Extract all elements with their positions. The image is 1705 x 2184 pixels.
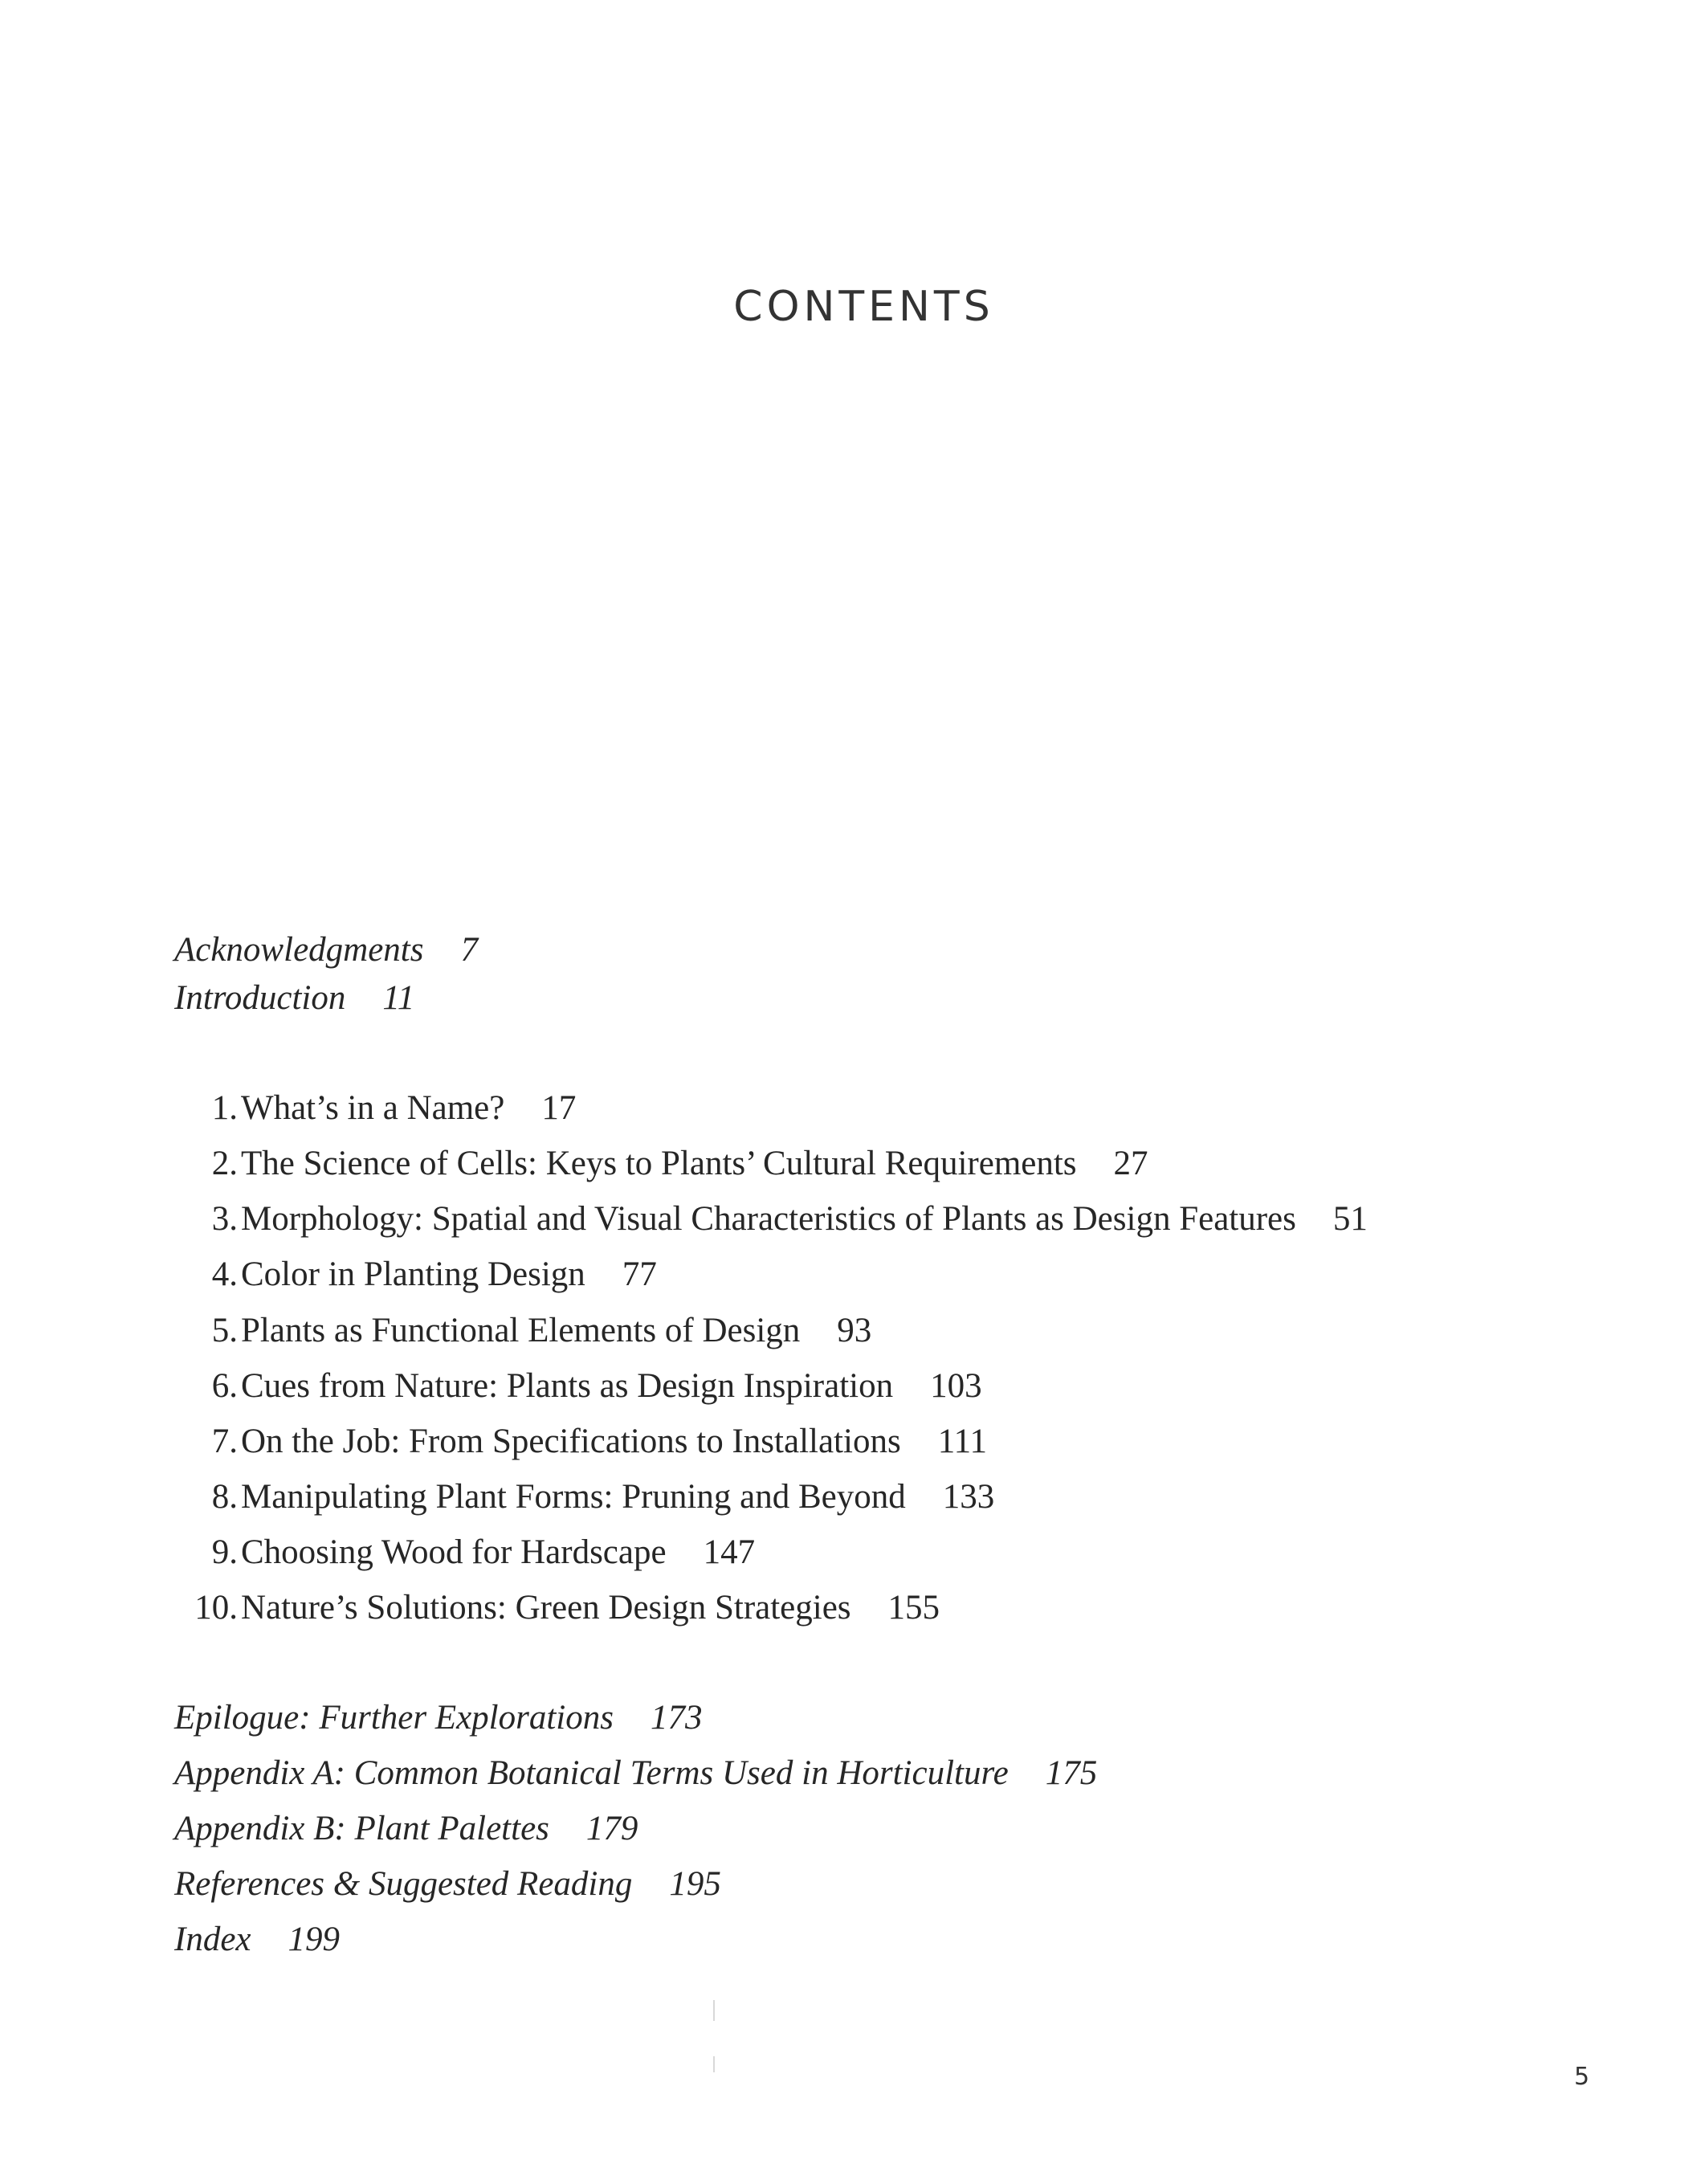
entry-title: Index: [174, 1921, 251, 1958]
entry-page: 11: [382, 979, 415, 1017]
chapter-page: 147: [703, 1533, 756, 1571]
toc-entry-appendix-b: [174, 1809, 638, 1848]
entry-page: 7: [460, 931, 478, 969]
chapter-number: 2.: [211, 1145, 238, 1182]
chapter-title: Color in Planting Design: [241, 1255, 585, 1293]
chapter-title: What’s in a Name?: [241, 1089, 505, 1127]
entry-page: 195: [669, 1865, 721, 1903]
toc-chapter-10: [161, 1588, 940, 1627]
chapter-number: 10.: [194, 1589, 238, 1627]
toc-entry-epilogue: [174, 1698, 703, 1737]
chapter-number: 3.: [211, 1200, 238, 1238]
chapter-page: 133: [942, 1478, 995, 1516]
chapter-title: The Science of Cells: Keys to Plants’ Cultural Requirements: [241, 1145, 1077, 1182]
entry-title: Introduction: [174, 979, 346, 1017]
scan-artifact: [713, 2056, 715, 2072]
toc-chapter-6: [161, 1366, 982, 1406]
page-number: 5: [1574, 2063, 1590, 2091]
toc-chapter-9: [161, 1533, 755, 1572]
toc-entry-references: [174, 1864, 721, 1904]
chapter-number: 7.: [211, 1423, 238, 1460]
toc-chapter-7: [161, 1422, 987, 1461]
chapter-page: 27: [1113, 1145, 1148, 1182]
chapter-title: Plants as Functional Elements of Design: [241, 1312, 801, 1349]
chapter-number: 6.: [211, 1367, 238, 1405]
toc-entry-introduction: [174, 978, 414, 1018]
toc-entry-acknowledgments: [174, 930, 478, 970]
chapter-number: 5.: [211, 1312, 238, 1349]
entry-title: Epilogue: Further Explorations: [174, 1699, 614, 1737]
chapter-number: 1.: [211, 1089, 238, 1127]
toc-entry-appendix-a: [174, 1753, 1097, 1793]
entry-page: 199: [288, 1921, 340, 1958]
chapter-page: 155: [887, 1589, 940, 1627]
toc-chapter-1: [161, 1088, 576, 1128]
chapter-number: 9.: [211, 1533, 238, 1571]
chapter-title: Morphology: Spatial and Visual Characteristics of Plants as Design Features: [241, 1200, 1296, 1238]
chapter-title: Manipulating Plant Forms: Pruning and Beyond: [241, 1478, 906, 1516]
entry-page: 175: [1045, 1754, 1098, 1792]
chapter-page: 51: [1332, 1200, 1368, 1238]
chapter-page: 103: [930, 1367, 982, 1405]
chapter-title: Choosing Wood for Hardscape: [241, 1533, 667, 1571]
chapter-page: 111: [937, 1423, 987, 1460]
page-title: CONTENTS: [733, 283, 994, 331]
chapter-title: On the Job: From Specifications to Installations: [241, 1423, 901, 1460]
toc-chapter-8: [161, 1477, 994, 1517]
toc-chapter-2: [161, 1144, 1148, 1183]
entry-page: 179: [585, 1810, 638, 1847]
chapter-page: 77: [622, 1255, 657, 1293]
chapter-page: 17: [541, 1089, 577, 1127]
chapter-title: Cues from Nature: Plants as Design Inspiration: [241, 1367, 894, 1405]
chapter-page: 93: [837, 1312, 872, 1349]
entry-title: References & Suggested Reading: [174, 1865, 633, 1903]
toc-chapter-5: [161, 1311, 871, 1350]
toc-chapter-3: [161, 1199, 1368, 1239]
scan-artifact: [713, 2000, 715, 2021]
entry-title: Appendix A: Common Botanical Terms Used in Horticulture: [174, 1754, 1009, 1792]
toc-entry-index: [174, 1920, 340, 1959]
entry-title: Appendix B: Plant Palettes: [174, 1810, 549, 1847]
entry-page: 173: [651, 1699, 703, 1737]
toc-chapter-4: [161, 1255, 657, 1294]
chapter-title: Nature’s Solutions: Green Design Strategies: [241, 1589, 851, 1627]
chapter-number: 4.: [211, 1255, 238, 1293]
chapter-number: 8.: [211, 1478, 238, 1516]
entry-title: Acknowledgments: [174, 931, 424, 969]
